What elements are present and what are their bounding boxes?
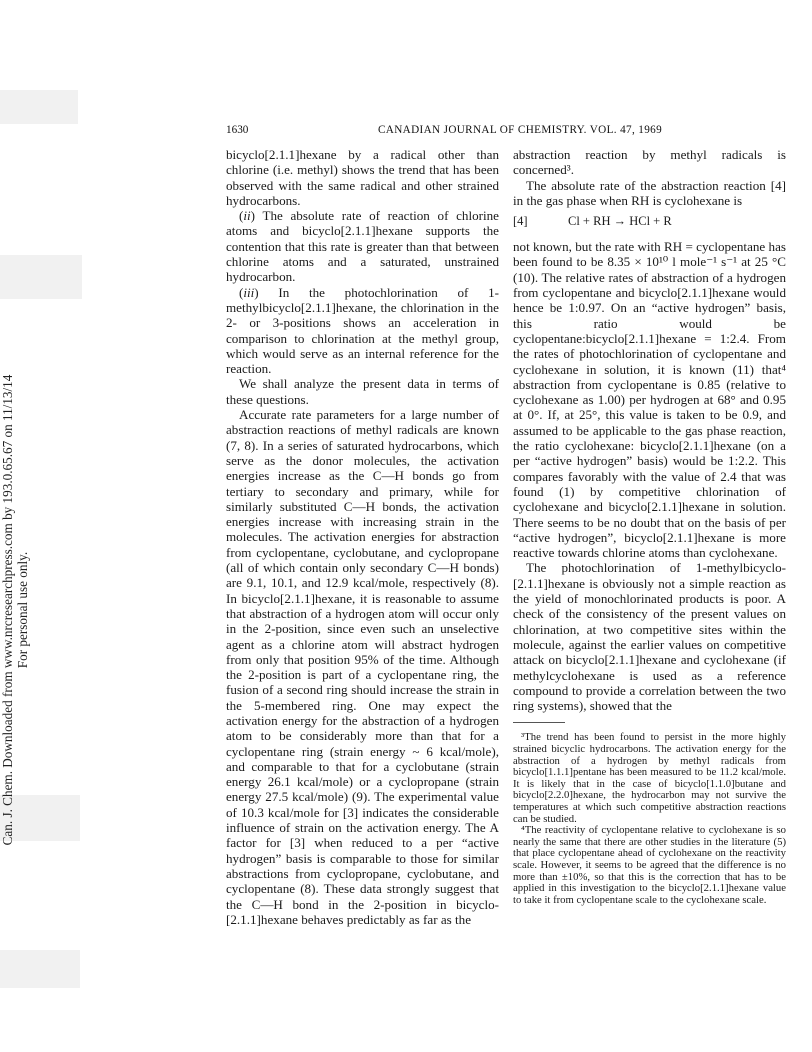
paragraph-point-iii: (iii) In the photochlorination of 1-methylbicyclo[2.1.1]hexane, the chlorination in the 2- or 3-positions shows an acceleration in comparison to chlorination at the methyl group, which would serve as an internal reference for the reaction.: [226, 284, 499, 377]
footnotes: [513, 732, 786, 906]
right-column: [513, 147, 786, 906]
paragraph-relative-rates: not known, but the rate with RH = cyclopentane has been found to be 8.35 × 10¹⁰ l mole⁻¹ s⁻¹ at 25 °C (10). The relative rates of abstraction of a hydrogen from cyclopentane and bicyclo[2.1.1]hexane would hence be 1:0.97. On an “active hydrogen” basis, this ratio would be cyclopentane:bicyclo[2.1.1]hexane = 1:2.4. From the rates of photochlorination of cyclopentane and cyclohexane in solution, it is known (11) that⁴ abstraction from cyclopentane is 0.85 (relative to cyclohexane as 1.00) per hydrogen at 68° and 0.95 at 0°. If, at 25°, this value is taken to be 0.9, and assumed to be applicable to the gas phase reaction, the ratio cyclohexane: bicyclo[2.1.1]hexane (on a per “active hydrogen” basis) would be 1:2.2. This compares favorably with the value of 2.4 that was found (1) by competitive chlorination of cyclohexane and bicyclo[2.1.1]hexane in solution. There seems to be no doubt that on the basis of per “active hydrogen”, bicyclo[2.1.1]hexane is more reactive towards chlorine atoms than cyclohexane.: [513, 239, 786, 561]
paragraph-methyl-photochlorination: The photochlorination of 1-methylbicyclo-[2.1.1]hexane is obviously not a simple reaction as the yield of monochlorinated products is poor. A check of the consistency of the present values on chlorination, at two competitive sites within the molecule, against the earlier values on competitive attack on bicyclo[2.1.1]hexane and cyclohexane (if methylcyclohexane is used as a reference compound to provide a correlation between the two ring systems), showed that the: [513, 560, 786, 714]
equation-number: [4]: [513, 214, 528, 229]
paragraph-point-ii: (ii) The absolute rate of reaction of chlorine atoms and bicyclo[2.1.1]hexane supports the contention that this rate is greater than that between chlorine atoms and a saturated, unstrained hydrocarbon.: [226, 208, 499, 285]
left-column: [226, 147, 499, 927]
paragraph-analysis-intro: We shall analyze the present data in terms of these questions.: [226, 376, 499, 407]
footnote-4: ⁴The reactivity of cyclopentane relative to cyclohexane is so nearly the same that there are other studies in the literature (5) that place cyclopentane ahead of cyclohexane on the reactivity scale. However, it seems to be agreed that the difference is no more than ±10%, so that this is the correction that has to be applied in this investigation to the bicyclo[2.1.1]hexane value to take it from cyclopentane scale to the cyclohexane scale.: [513, 824, 786, 906]
download-notice-source: Can. J. Chem. Downloaded from www.nrcresearchpress.com by 193.0.65.67 on 11/13/14: [0, 374, 15, 846]
running-head: CANADIAN JOURNAL OF CHEMISTRY. VOL. 47, 1969: [378, 124, 663, 136]
paragraph-continuation: bicyclo[2.1.1]hexane by a radical other than chlorine (i.e. methyl) shows the trend that has been observed with the same radical and other strained hydrocarbons.: [226, 147, 499, 208]
paragraph-absolute-rate: The absolute rate of the abstraction reaction [4] in the gas phase when RH is cyclohexane is: [513, 177, 786, 208]
equation-4: [513, 212, 786, 232]
download-notice-sidebar: [0, 0, 30, 1052]
page-header: [226, 124, 761, 138]
paragraph-abstraction-end: abstraction reaction by methyl radicals is concerned³.: [513, 147, 786, 178]
footnote-divider: [513, 722, 565, 723]
equation-text: Cl + RH → HCl + R: [568, 214, 672, 229]
paragraph-rate-parameters: Accurate rate parameters for a large number of abstraction reactions of methyl radicals are known (7, 8). In a series of saturated hydrocarbons, which serve as the donor molecules, the activation energies increase as the C—H bonds go from tertiary to secondary and primary, while for similarly substituted C—H bonds, the activation energies increase with increasing strain in the molecules. The activation energies for abstraction from cyclopentane, cyclobutane, and cyclopropane (all of which contain only secondary C—H bonds) are 9.1, 10.1, and 12.9 kcal/mole, respectively (8). In bicyclo[2.1.1]hexane, it is reasonable to assume that abstraction of a hydrogen atom will occur only in the 2-position, since even such an unselective agent as a chlorine atom will abstract hydrogen from only that position 95% of the time. Although the 2-position is part of a cyclopentane ring, the fusion of a second ring should increase the strain in the 5-membered ring. One may expect the activation energy for the abstraction of a hydrogen atom to be considerably more than that for a cyclopentane ring (strain energy ~ 6 kcal/mole), and comparable to that for a cyclobutane (strain energy 26.1 kcal/mole) or a cyclopropane (strain energy 27.5 kcal/mole) (9). The experimental value of 10.3 kcal/mole for [3] indicates the considerable influence of strain on the activation energy. The A factor for [3] when reduced to a per “active hydrogen” basis is comparable to those for similar abstractions from cyclopropane, cyclobutane, and cyclopentane (8). These data strongly suggest that the C—H bond in the 2-position in bicyclo-[2.1.1]hexane behaves predictably as far as the: [226, 407, 499, 927]
footnote-3: ³The trend has been found to persist in the more highly strained bicyclic hydrocarbons. The activation energy for the abstraction of a hydrogen by methyl radicals from bicyclo[1.1.1]pentane has been measured to be 11.2 kcal/mole. It is likely that in the case of bicyclo[1.1.0]butane and bicyclo[2.2.0]hexane, the hydrocarbon may not survive the temperatures at which such competitive abstraction reactions can be studied.: [513, 731, 786, 825]
download-notice-usage: For personal use only.: [15, 551, 30, 669]
page-number: 1630: [226, 124, 249, 136]
download-notice: [0, 375, 30, 846]
